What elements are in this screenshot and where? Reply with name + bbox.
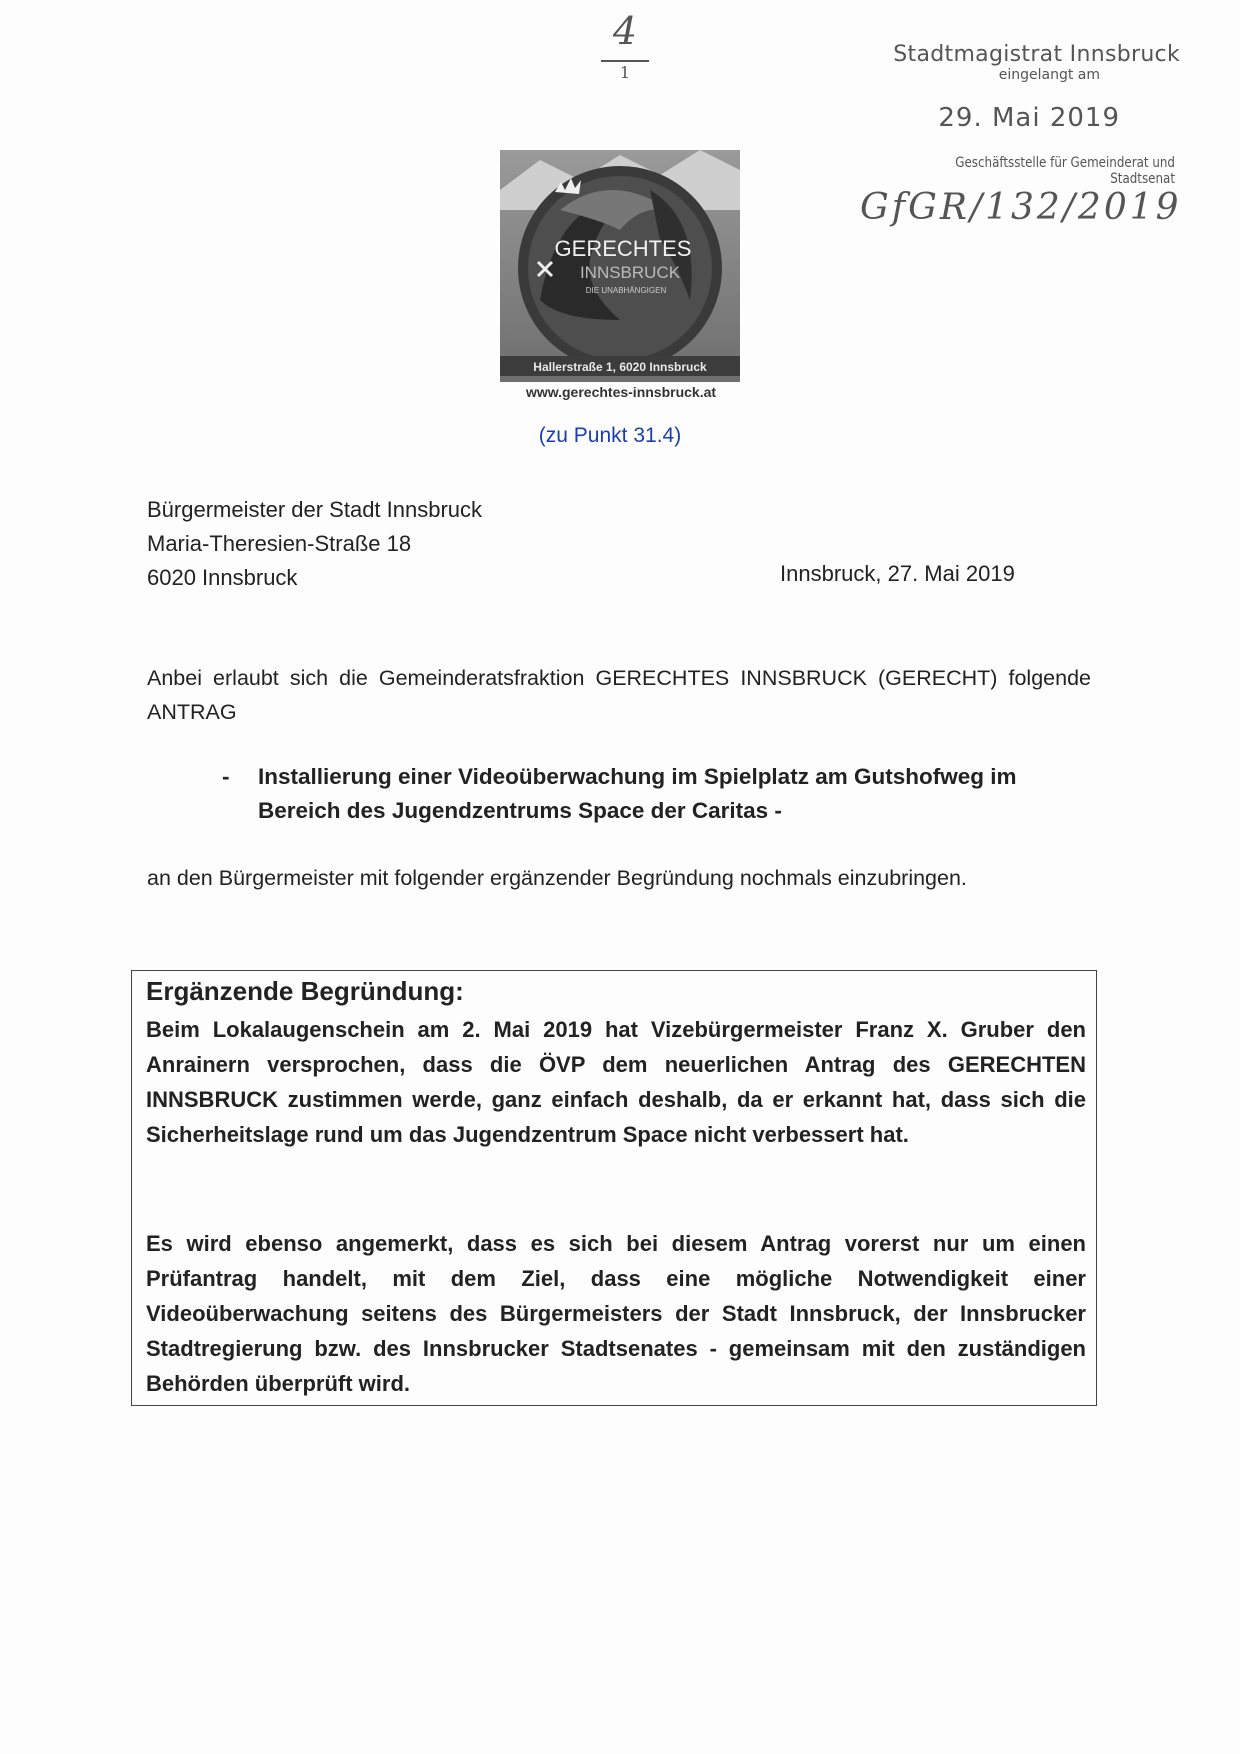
- logo-tagline: DIE UNABHÄNGIGEN: [585, 286, 667, 295]
- justification-heading: Ergänzende Begründung:: [146, 976, 464, 1006]
- recipient-line-3: 6020 Innsbruck: [147, 565, 298, 590]
- recipient-line-1: Bürgermeister der Stadt Innsbruck: [147, 497, 483, 522]
- submission-paragraph: an den Bürgermeister mit folgender ergänzender Begründung nochmals einzubringen.: [147, 866, 967, 890]
- intro-paragraph: Anbei erlaubt sich die Gemeinderatsfraktion GERECHTES INNSBRUCK (GERECHT) folgende ANTRAG: [147, 666, 1091, 724]
- logo-name-line2: INNSBRUCK: [579, 263, 681, 282]
- motion-title-text: Installierung einer Videoüberwachung im Spielplatz am Gutshofweg im Bereich des Jugendzentrums Space der Caritas -: [258, 764, 1017, 823]
- motion-dash: -: [222, 764, 230, 789]
- justification-paragraph-1: Beim Lokalaugenschein am 2. Mai 2019 hat Vizebürgermeister Franz X. Gruber den Anrainern versprochen, dass die ÖVP dem neuerlichen Antrag des GERECHTEN INNSBRUCK zustimmen werde, ganz einfach deshalb, da er erkannt hat, dass sich die Sicherheitslage rund um das Jugendzentrum Space nicht verbessert hat.: [146, 1017, 1086, 1147]
- page-number-divider: [601, 60, 649, 62]
- stamp-office: Stadtmagistrat Innsbruck: [893, 42, 1180, 67]
- page-number-bottom: 1: [619, 63, 631, 82]
- recipient-line-2: Maria-Theresien-Straße 18: [147, 531, 412, 556]
- logo-address: Hallerstraße 1, 6020 Innsbruck: [533, 360, 707, 374]
- reference-note: (zu Punkt 31.4): [538, 424, 682, 447]
- stamp-file-number: GfGR/132/2019: [860, 187, 1182, 228]
- stamp-department: Geschäftsstelle für Gemeinderat und Stadtsenat: [955, 155, 1175, 187]
- stamp-received-date: 29. Mai 2019: [938, 103, 1120, 133]
- recipient-address: [147, 493, 482, 595]
- party-logo-image: [500, 150, 740, 382]
- received-stamp: [860, 42, 1180, 228]
- place-date: Innsbruck, 27. Mai 2019: [780, 561, 1015, 586]
- page-number: [590, 10, 660, 82]
- justification-paragraph-2: Es wird ebenso angemerkt, dass es sich bei diesem Antrag vorerst nur um einen Prüfantrag handelt, mit dem Ziel, dass eine mögliche Notwendigkeit einer Videoüberwachung seitens des Bürgermeisters der Stadt Innsbruck, der Innsbrucker Stadtregierung bzw. des Innsbrucker Stadtsenates - gemeinsam mit den zuständigen Behörden überprüft wird.: [146, 1231, 1086, 1396]
- logo-url: www.gerechtes-innsbruck.at: [525, 384, 717, 400]
- party-logo: [500, 150, 740, 382]
- page-number-top: 4: [612, 9, 638, 53]
- logo-name-line1: GERECHTES: [554, 236, 692, 261]
- stamp-received-label: eingelangt am: [998, 67, 1100, 83]
